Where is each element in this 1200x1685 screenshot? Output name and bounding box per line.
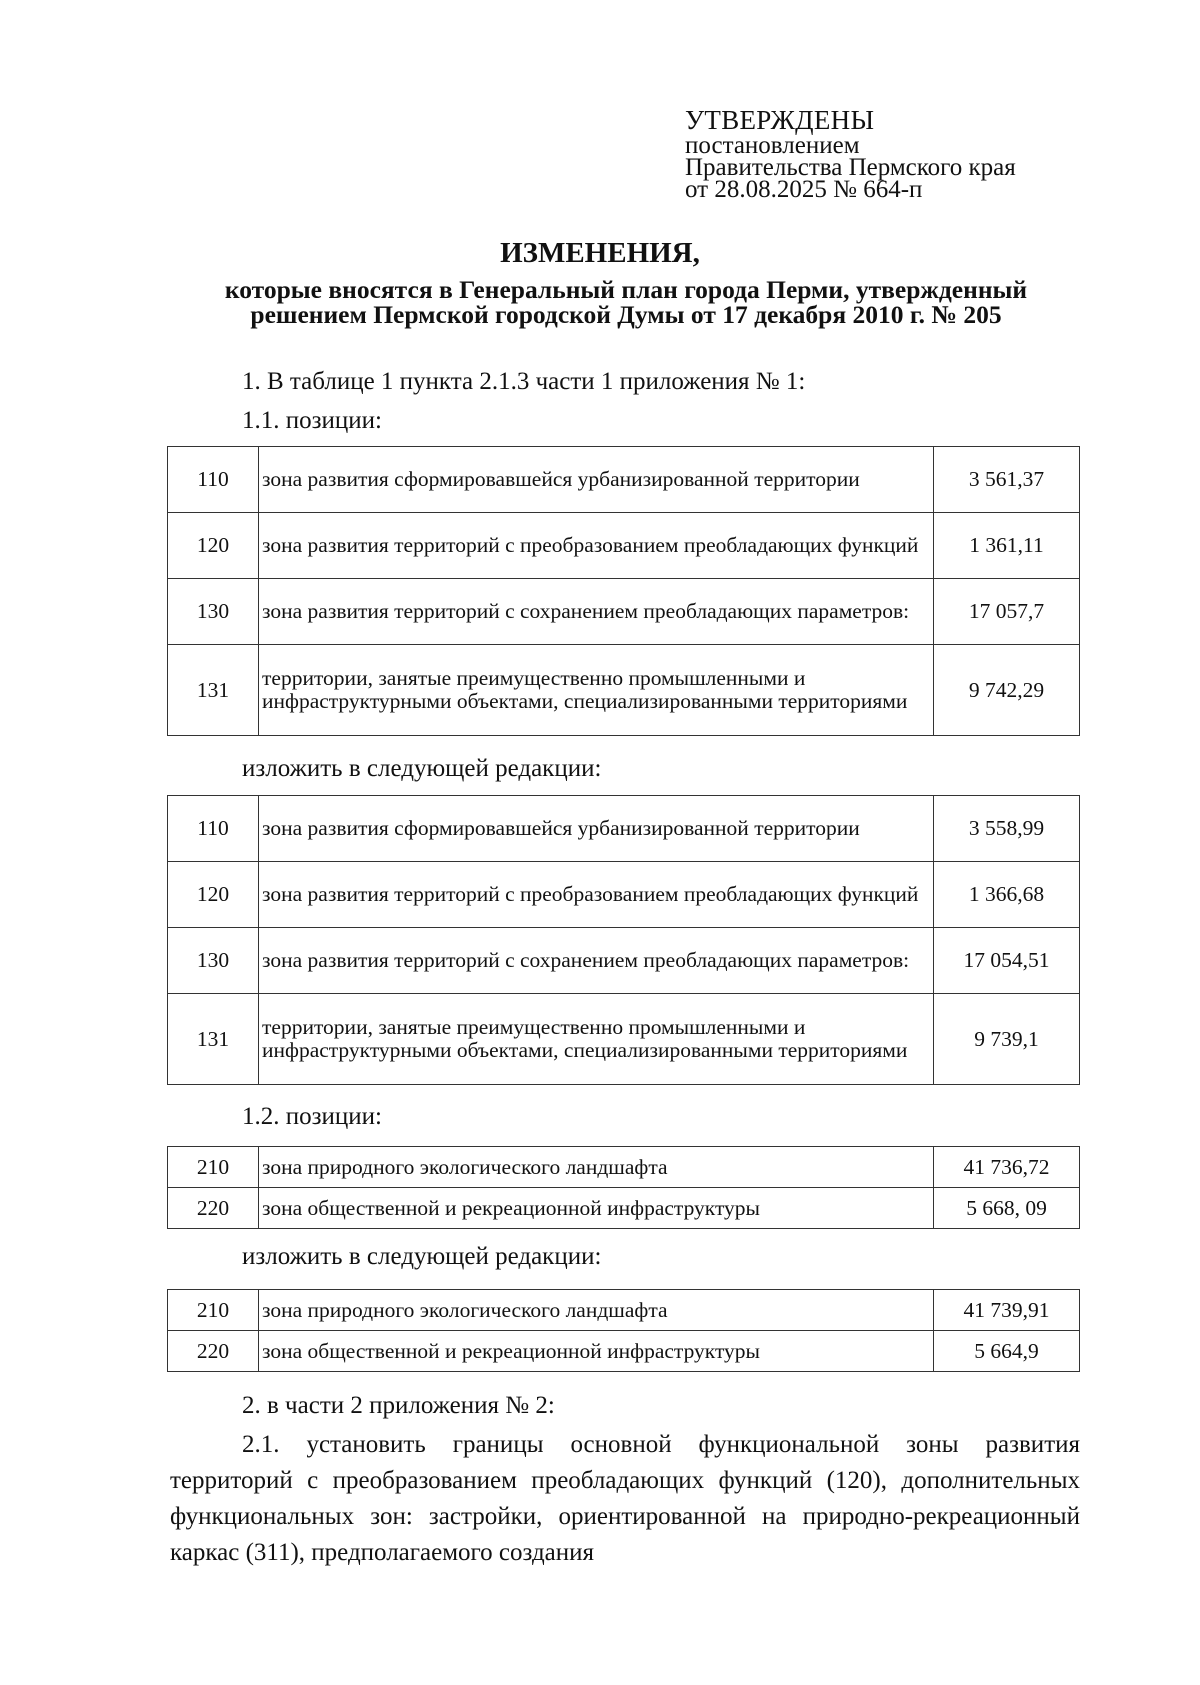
- row-name: территории, занятые преимущественно промышленными и инфраструктурными объектами, специализированными территориями: [259, 994, 934, 1085]
- row-value: 41 736,72: [934, 1147, 1080, 1188]
- row-name: зона развития территорий с сохранением преобладающих параметров:: [259, 579, 934, 645]
- section2-intro: 2. в части 2 приложения № 2:: [242, 1392, 555, 1419]
- row-name: территории, занятые преимущественно промышленными и инфраструктурными объектами, специализированными территориями: [259, 645, 934, 736]
- row-name: зона развития сформировавшейся урбанизированной территории: [259, 796, 934, 862]
- row-code: 130: [168, 928, 259, 994]
- row-value: 5 668, 09: [934, 1188, 1080, 1229]
- restate-label-2: изложить в следующей редакции:: [242, 1243, 602, 1270]
- row-value: 9 739,1: [934, 994, 1080, 1085]
- table-row: [168, 1147, 1080, 1188]
- row-value: 5 664,9: [934, 1331, 1080, 1372]
- row-code: 110: [168, 796, 259, 862]
- table-row: [168, 928, 1080, 994]
- document-title: ИЗМЕНЕНИЯ,: [500, 237, 700, 269]
- row-code: 120: [168, 513, 259, 579]
- table-old-positions: [167, 446, 1080, 736]
- section1-intro: 1. В таблице 1 пункта 2.1.3 части 1 приложения № 1:: [242, 368, 806, 395]
- table-row: [168, 994, 1080, 1085]
- row-name: зона общественной и рекреационной инфраструктуры: [259, 1331, 934, 1372]
- table-row: [168, 862, 1080, 928]
- row-code: 210: [168, 1290, 259, 1331]
- approval-line-2: Правительства Пермского края: [685, 154, 1016, 181]
- document-subtitle-line-2: решением Пермской городской Думы от 17 декабря 2010 г. № 205: [250, 300, 1002, 329]
- row-value: 1 361,11: [934, 513, 1080, 579]
- row-value: 41 739,91: [934, 1290, 1080, 1331]
- section2-item1-text: 2.1. установить границы основной функциональной зоны развития территорий с преобразованием преобладающих функций (120), дополнительных функциональных зон: застройки, ориентированной на природно-рекреационный каркас (311), предполагаемого создания: [170, 1431, 1080, 1566]
- row-code: 220: [168, 1188, 259, 1229]
- table2-new-positions: [167, 1289, 1080, 1372]
- section2-item1: [170, 1427, 1080, 1571]
- row-name: зона природного экологического ландшафта: [259, 1290, 934, 1331]
- table-row: [168, 1331, 1080, 1372]
- table2-old-positions: [167, 1146, 1080, 1229]
- row-code: 210: [168, 1147, 259, 1188]
- row-name: зона развития территорий с сохранением преобладающих параметров:: [259, 928, 934, 994]
- row-code: 131: [168, 994, 259, 1085]
- restate-label: изложить в следующей редакции:: [242, 755, 602, 782]
- table-row: [168, 796, 1080, 862]
- row-name: зона развития территорий с преобразованием преобладающих функций: [259, 862, 934, 928]
- approval-title: УТВЕРЖДЕНЫ: [685, 105, 875, 135]
- row-code: 120: [168, 862, 259, 928]
- approval-line-1: постановлением: [685, 132, 860, 159]
- item-1-1-label: 1.1. позиции:: [242, 407, 382, 434]
- row-code: 220: [168, 1331, 259, 1372]
- approval-line-3: от 28.08.2025 № 664-п: [685, 176, 923, 203]
- row-name: зона развития сформировавшейся урбанизированной территории: [259, 447, 934, 513]
- item-1-2-label: 1.2. позиции:: [242, 1103, 382, 1130]
- table-row: [168, 579, 1080, 645]
- row-code: 130: [168, 579, 259, 645]
- row-code: 131: [168, 645, 259, 736]
- row-value: 9 742,29: [934, 645, 1080, 736]
- row-name: зона общественной и рекреационной инфраструктуры: [259, 1188, 934, 1229]
- table-row: [168, 1188, 1080, 1229]
- table-row: [168, 447, 1080, 513]
- row-value: 3 558,99: [934, 796, 1080, 862]
- row-value: 17 054,51: [934, 928, 1080, 994]
- approval-block: [685, 106, 1105, 201]
- table-new-positions: [167, 795, 1080, 1085]
- row-value: 3 561,37: [934, 447, 1080, 513]
- row-value: 17 057,7: [934, 579, 1080, 645]
- row-name: зона развития территорий с преобразованием преобладающих функций: [259, 513, 934, 579]
- table-row: [168, 1290, 1080, 1331]
- row-name: зона природного экологического ландшафта: [259, 1147, 934, 1188]
- row-value: 1 366,68: [934, 862, 1080, 928]
- row-code: 110: [168, 447, 259, 513]
- table-row: [168, 513, 1080, 579]
- document-subtitle-line-1: которые вносятся в Генеральный план города Перми, утвержденный: [224, 275, 1028, 304]
- table-row: [168, 645, 1080, 736]
- document-subtitle: [168, 277, 1084, 327]
